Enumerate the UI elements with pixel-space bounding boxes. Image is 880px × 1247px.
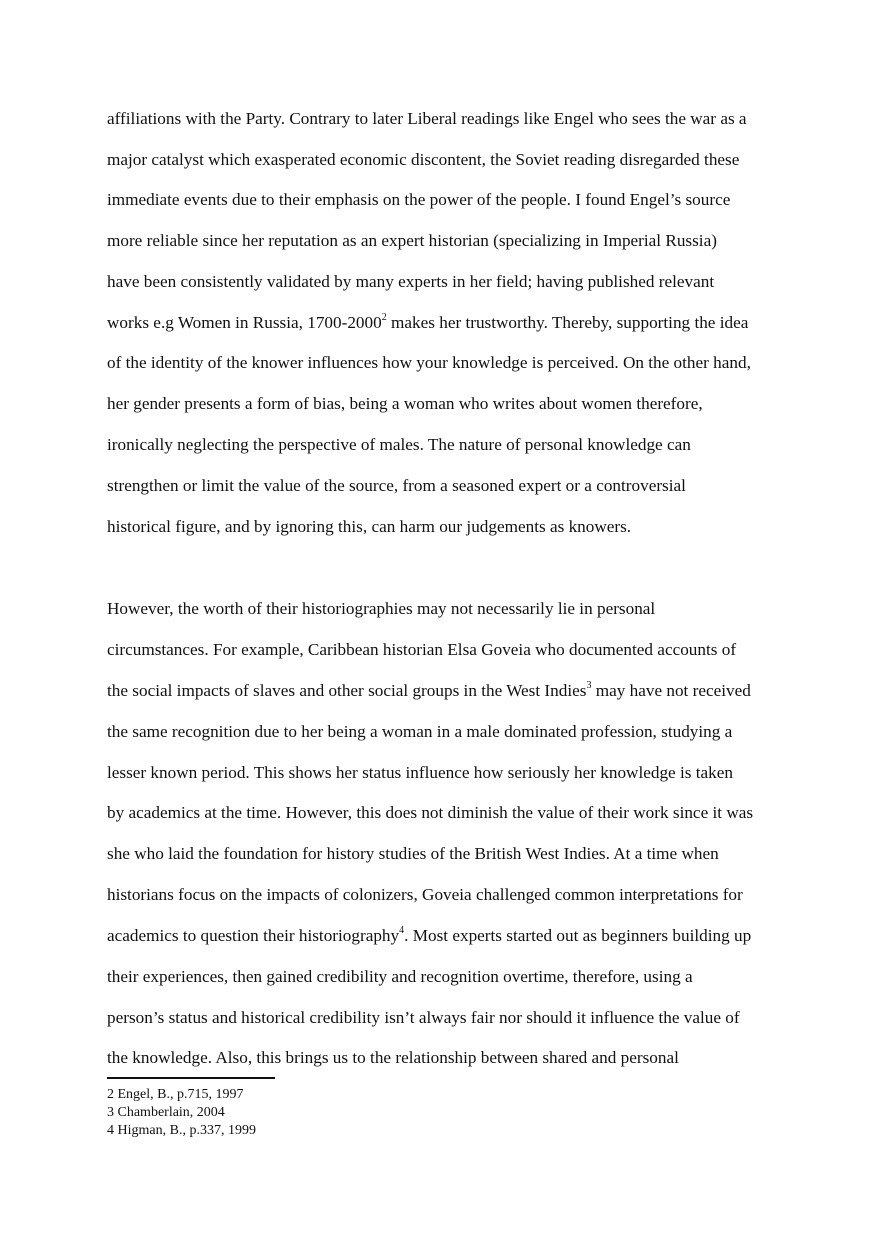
line-text: makes her trustworthy. Thereby, supporting the idea	[386, 313, 749, 332]
footnote-3: 3 Chamberlain, 2004	[107, 1105, 225, 1120]
paragraph-1-line-4: more reliable since her reputation as an expert historian (specializing in Imperial Russia)	[107, 231, 717, 250]
paragraph-1-line-3: immediate events due to their emphasis on the power of the people. I found Engel’s source	[107, 190, 731, 209]
paragraph-1-line-8: her gender presents a form of bias, being a woman who writes about women therefore,	[107, 394, 703, 413]
paragraph-1-line-2: major catalyst which exasperated economic discontent, the Soviet reading disregarded these	[107, 150, 740, 169]
line-text: . Most experts started out as beginners building up	[404, 926, 752, 945]
line-text: academics to question their historiography	[107, 926, 400, 945]
paragraph-1-line-9: ironically neglecting the perspective of males. The nature of personal knowledge can	[107, 435, 691, 454]
paragraph-2-line-12: the knowledge. Also, this brings us to the relationship between shared and personal	[107, 1048, 679, 1067]
paragraph-2-line-9	[107, 925, 751, 947]
paragraph-1-line-1: affiliations with the Party. Contrary to later Liberal readings like Engel who sees the war as a	[107, 109, 747, 128]
paragraph-1-line-6	[107, 312, 748, 334]
paragraph-2-line-11: person’s status and historical credibility isn’t always fair nor should it influence the value of	[107, 1008, 740, 1027]
footnote-4: 4 Higman, B., p.337, 1999	[107, 1123, 256, 1138]
line-text: works e.g Women in Russia, 1700-2000	[107, 313, 382, 332]
paragraph-1-line-7: of the identity of the knower influences how your knowledge is perceived. On the other hand,	[107, 353, 751, 372]
paragraph-2-line-7: she who laid the foundation for history studies of the British West Indies. At a time when	[107, 844, 719, 863]
paragraph-2-line-2: circumstances. For example, Caribbean historian Elsa Goveia who documented accounts of	[107, 640, 737, 659]
paragraph-2-line-1: However, the worth of their historiographies may not necessarily lie in personal	[107, 599, 656, 618]
paragraph-1-line-10: strengthen or limit the value of the source, from a seasoned expert or a controversial	[107, 476, 686, 495]
paragraph-1-line-11: historical figure, and by ignoring this, can harm our judgements as knowers.	[107, 517, 632, 536]
paragraph-2-line-3	[107, 680, 751, 702]
line-text: the social impacts of slaves and other social groups in the West Indies	[107, 681, 587, 700]
footnote-ref-2[interactable]: 2	[381, 312, 387, 324]
paragraph-2-line-8: historians focus on the impacts of colonizers, Goveia challenged common interpretations for	[107, 885, 743, 904]
paragraph-2-line-10: their experiences, then gained credibility and recognition overtime, therefore, using a	[107, 967, 693, 986]
footnote-ref-3[interactable]: 3	[586, 680, 592, 692]
paragraph-2-line-5: lesser known period. This shows her status influence how seriously her knowledge is taken	[107, 763, 733, 782]
paragraph-2-line-6: by academics at the time. However, this does not diminish the value of their work since it was	[107, 803, 754, 822]
footnote-2: 2 Engel, B., p.715, 1997	[107, 1087, 244, 1102]
paragraph-2-line-4: the same recognition due to her being a woman in a male dominated profession, studying a	[107, 722, 733, 741]
footnote-ref-4[interactable]: 4	[399, 925, 405, 937]
paragraph-1-line-5: have been consistently validated by many experts in her field; having published relevant	[107, 272, 715, 291]
line-text: may have not received	[591, 681, 751, 700]
footnote-separator	[107, 1077, 275, 1079]
